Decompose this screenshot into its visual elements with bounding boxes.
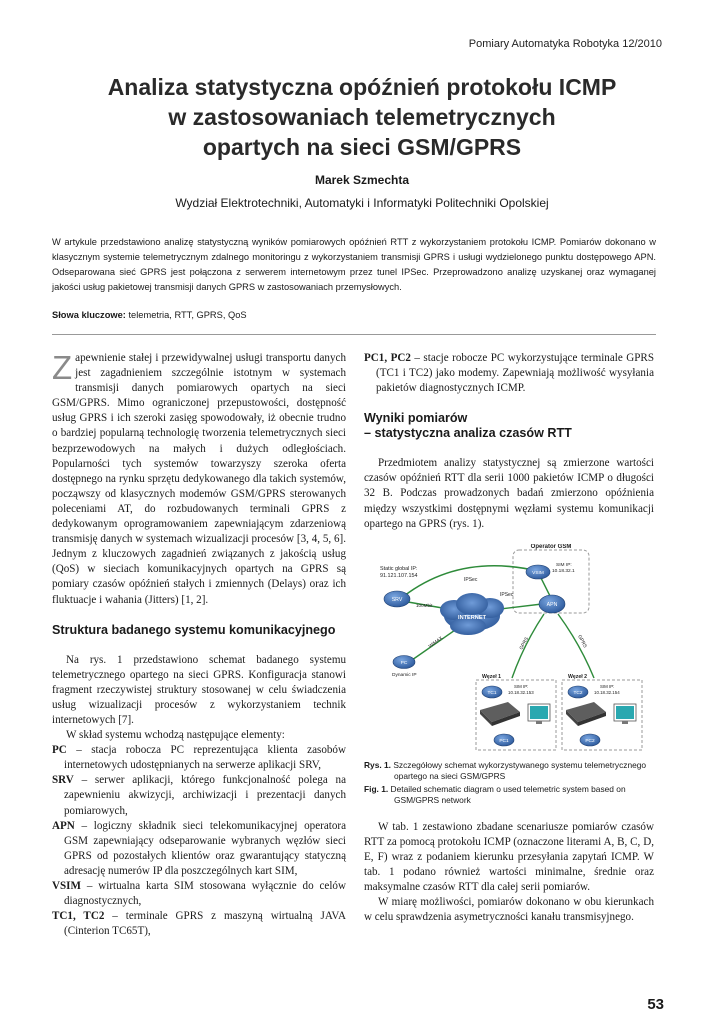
gprs-link-2: [558, 614, 594, 678]
caption-text: Detailed schematic diagram o used telemetric system based on GSM/GPRS network: [390, 783, 626, 805]
internet-label: INTERNET: [458, 615, 486, 621]
pc2-label: PC2: [585, 739, 595, 744]
caption-label: Fig. 1.: [364, 783, 389, 794]
sim1-label: SIM IP:: [514, 684, 529, 689]
speed-label: 100Mbit: [416, 603, 433, 608]
figure-caption-en: [364, 784, 654, 806]
definition-term: VSIM: [52, 880, 81, 892]
title-line-3: opartych na sieci GSM/GPRS: [202, 134, 522, 160]
section2-paragraph-2: W tab. 1 zestawiono zbadane scenariusze pomiarów czasów RTT za pomocą protokołu ICMP (oznaczone literami A, B, C, D, E, F) wraz z podaniem kierunku przesyłania zapytań ICMP. W tab. 1 podano również wartości minimalne, średnie oraz maksymalne czasów RTT dla całej serii pomiarów.: [364, 820, 654, 894]
definition-pc1-pc2: [364, 351, 654, 396]
article-title: [0, 72, 724, 162]
keywords-label: Słowa kluczowe:: [52, 310, 126, 320]
definition-vsim: [52, 879, 346, 909]
section1-paragraph-1: Na rys. 1 przedstawiono schemat badanego systemu telemetrycznego opartego na sieci GPRS. Konfiguracja stanowi fragment rzeczywistej struktury stosowanej w celu świadczenia usług wizualizacji procesów z wykorzystaniem technik internetowych [7].: [52, 653, 346, 726]
internet-cloud: [440, 593, 504, 635]
monitor-1: [528, 704, 550, 724]
vsim-ip-value: 10.18.32.1: [552, 569, 575, 574]
author: Marek Szmechta: [314, 173, 410, 187]
dynamic-ip-label: Dynamic IP: [392, 673, 417, 678]
sim2-ip: 10.18.32.154: [594, 690, 620, 695]
apn-label: APN: [546, 602, 558, 608]
operator-label: Operator GSM: [530, 544, 572, 550]
tc1-label: TC1: [487, 691, 497, 696]
section-title-line-2: – statystyczna analiza czasów RTT: [364, 426, 572, 441]
sim2-label: SIM IP:: [600, 684, 615, 689]
gprs-link-1: [512, 614, 544, 678]
definition-term: TC1, TC2: [52, 910, 105, 923]
section1-paragraph-2: W skład systemu wchodzą następujące elementy:: [66, 729, 285, 742]
drop-cap: Z: [52, 349, 73, 386]
definition-srv: [52, 773, 346, 818]
sim1-ip: 10.18.32.153: [508, 690, 534, 695]
definition-term: PC: [52, 744, 67, 757]
pc1-label: PC1: [499, 739, 509, 744]
title-line-1: Analiza statystyczna opóźnień protokołu ICMP: [107, 74, 617, 100]
section2-paragraph-1: Przedmiotem analizy statystycznej są zmierzone wartości czasów opóźnień RTT dla serii 1000 pakietów ICMP o długości 32 B. Podczas prowadzonych badań zmierzono opóźnienia między wszystkimi dostępnymi węzłami systemu komunikacji opartego na GPRS (rys. 1).: [364, 457, 654, 530]
title-line-2: w zastosowaniach telemetrycznych: [168, 104, 556, 130]
definition-text: – stacja robocza PC reprezentująca klienta zasobów internetowych udostępnianych na serwerze aplikacji SRV,: [64, 744, 346, 772]
figure-caption-pl: [364, 760, 654, 782]
section-title-results: [364, 411, 654, 441]
definition-text: – wirtualna karta SIM stosowana wyłącznie do celów diagnostycznych,: [64, 880, 346, 908]
definition-pc: [52, 743, 346, 773]
terminal-device-2: [566, 702, 606, 726]
definition-term: APN: [52, 819, 75, 832]
definition-text: – logiczny składnik sieci telekomunikacyjnej operatora GSM zapewniający odseparowanie wybranych węzłów sieci GPRS od pozostałych klientów oraz gwarantujący statyczną adresację numerów IP dla poszczególnych kart SIM,: [64, 819, 346, 877]
static-ip-label: Static global IP:: [380, 566, 418, 572]
node2-label: Węzeł 2: [568, 674, 588, 680]
definition-term: SRV: [52, 774, 74, 787]
caption-label: Rys. 1.: [364, 759, 392, 770]
pc-label: PC: [400, 661, 408, 666]
section-title-line-1: Wyniki pomiarów: [364, 411, 468, 426]
section-title-structure: Struktura badanego systemu komunikacyjnego: [52, 622, 336, 637]
gprs-label-1: GPRS: [519, 636, 531, 651]
keywords-text: telemetria, RTT, GPRS, QoS: [125, 310, 247, 320]
network-diagram: [372, 544, 646, 754]
intro-paragraph: [52, 351, 346, 608]
abstract: W artykule przedstawiono analizę statystyczną wyników pomiarowych opóźnień RTT z wykorzystaniem protokołu ICMP. Pomiarów dokonano w klasycznym systemie telemetrycznym zdalnego monitoringu z wykorzystaniem transmisji GPRS i usługi wydzielonego punktu dostępowego APN. Odseparowana sieć GPRS jest połączona z serwerem internetowym przez tunel IPSec. Przeprowadzono analizę uzyskanej oraz wymaganej jakości usług pakietowej transmisji danych GPRS w zastosowaniach przemysłowych.: [52, 237, 656, 292]
terminal-device-1: [480, 702, 520, 726]
definition-text: – stacje robocze PC wykorzystujące terminale GPRS (TC1 i TC2) jako modemy. Zapewniają możliwość wysyłania pakietów diagnostycznych ICMP.: [376, 352, 654, 395]
header-divider: [52, 334, 656, 335]
definition-apn: [52, 819, 346, 879]
affiliation: Wydział Elektrotechniki, Automatyki i Informatyki Politechniki Opolskiej: [175, 196, 549, 210]
tc2-label: TC2: [573, 691, 583, 696]
wimax-label: WiMAX: [428, 636, 445, 650]
keywords: [52, 310, 247, 320]
ipsec-label-1: IPSec: [464, 577, 478, 583]
static-ip-value: 91.121.107.154: [380, 573, 418, 579]
definition-tc: [52, 909, 346, 939]
definition-text: – serwer aplikacji, którego funkcjonalność polega na zapewnieniu akwizycji, archiwizacji i prezentacji danych pomiarowych,: [64, 774, 346, 817]
monitor-2: [614, 704, 636, 724]
caption-text: Szczegółowy schemat wykorzystywanego systemu telemetrycznego opartego na sieci GSM/GPRS: [393, 759, 647, 781]
ipsec-label-2: IPSec: [500, 592, 514, 598]
definition-text: – terminale GPRS z maszyną wirtualną JAVA (Cinterion TC65T),: [64, 910, 346, 938]
left-column: [52, 351, 346, 939]
journal-header: Pomiary Automatyka Robotyka 12/2010: [468, 38, 662, 50]
intro-text: apewnienie stałej i przewidywalnej usługi transportu danych jest zagadnieniem szczególnie istotnym w systemach transmisji danych pomiarowych opartych na sieci GSM/GPRS. Mimo ograniczonej przepustowości, dostępność usług GPRS i ich szeroki zasięg spowodowały, iż obecnie trudno o bardziej popularną technologię tworzenia telemetrycznych sieci bezprzewodowych na małych i dużych odległościach. Popularności tych systemów towarzyszy szeroka oferta dostępnego na rynku sprzętu dedykowanego dla takich systemów, począwszy od klasycznych modemów GSM/GPRS sterowanych poleceniami AT, do rozbudowanych terminali GPRS z dedykowanym oprogramowaniem zapewniającym zdarzeniową transmisję danych w systemach wizualizacji procesów [3, 4, 5, 6]. Jednym z kluczowych zagadnień związanych z jakością usług (QoS) w sieciach komunikacyjnych opartych na GPRS są pomiary czasów opóźnień stałych i zmiennych (Delays) oraz ich fluktuacje i wahania (Jitters) [1, 2].: [52, 352, 346, 606]
vsim-label: VSIM: [532, 571, 544, 576]
page-number: 53: [647, 996, 664, 1013]
node1-label: Węzeł 1: [482, 674, 502, 680]
vsim-ip-label: SIM IP:: [556, 563, 572, 568]
section2-paragraph-3: W miarę możliwości, pomiarów dokonano w obu kierunkach w celu sprawdzenia asymetryczności kanału transmisyjnego.: [364, 896, 654, 924]
definition-term: PC1, PC2: [364, 352, 411, 364]
gprs-label-2: GPRS: [576, 634, 588, 649]
srv-label: SRV: [391, 597, 403, 603]
